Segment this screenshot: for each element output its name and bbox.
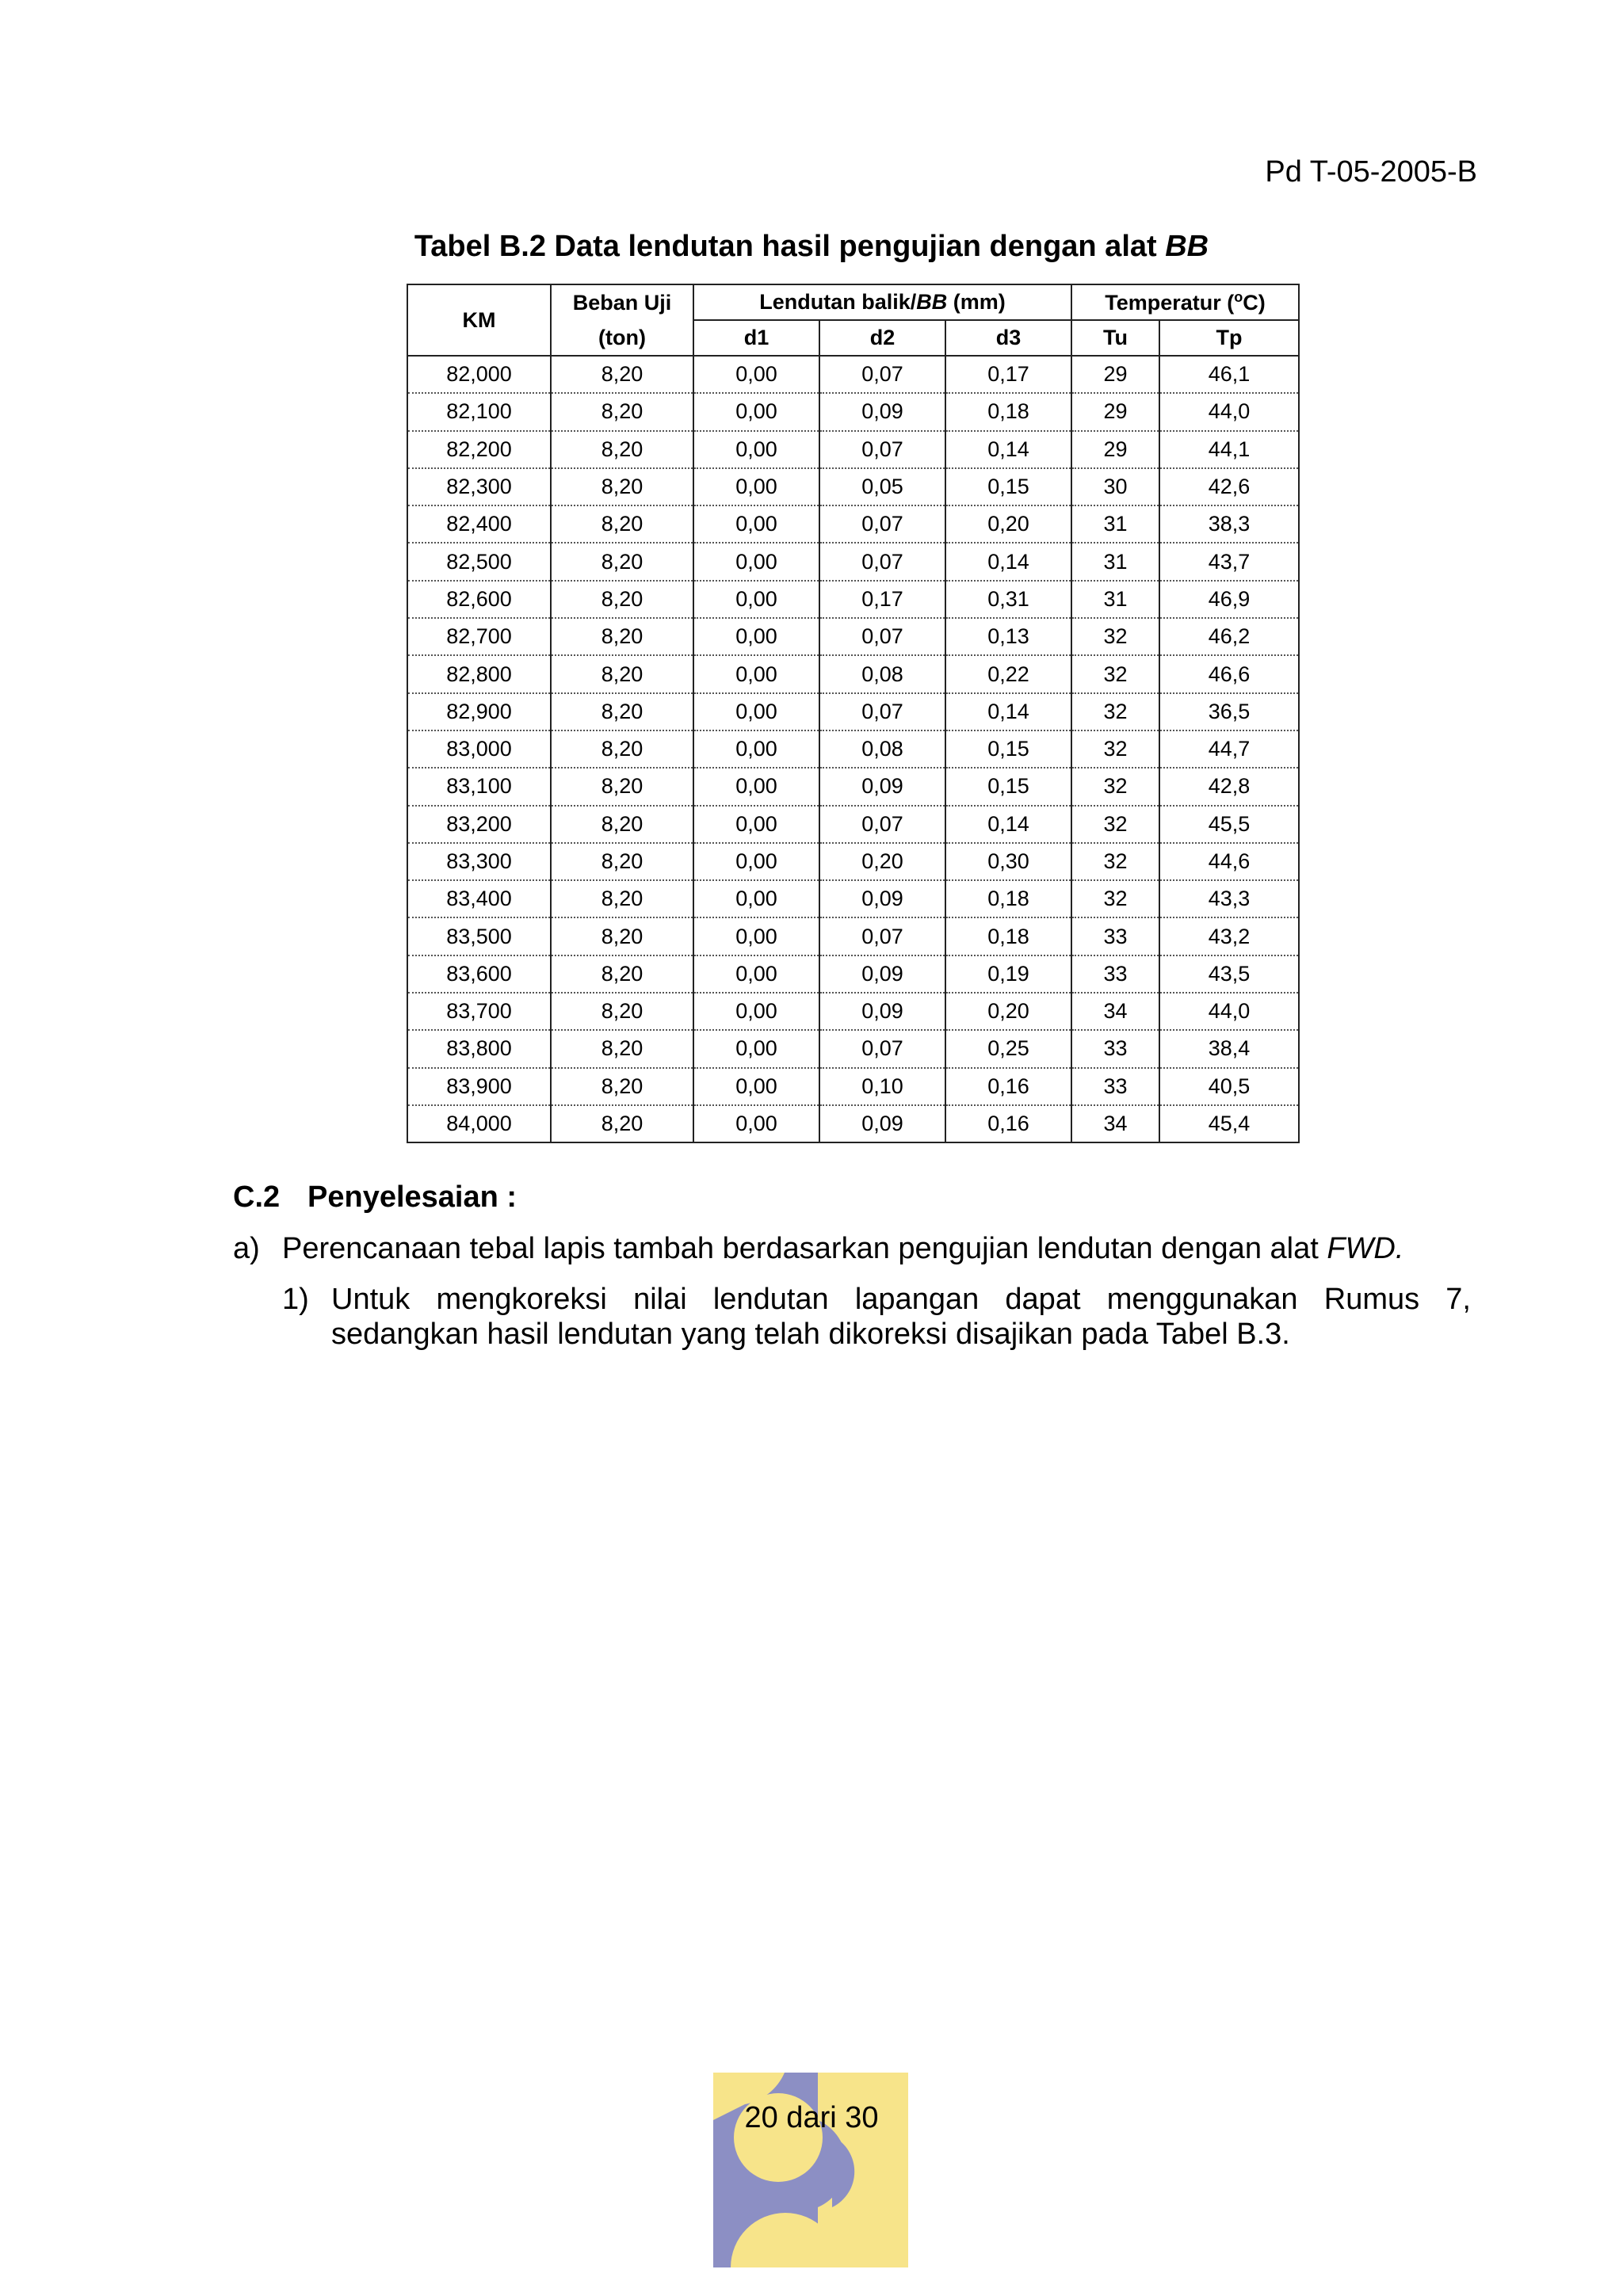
cell-d1: 0,00 (693, 993, 819, 1030)
cell-tp: 46,2 (1159, 618, 1299, 655)
header-tu: Tu (1071, 320, 1159, 356)
cell-d3: 0,25 (945, 1030, 1071, 1067)
document-code: Pd T-05-2005-B (1265, 155, 1477, 189)
cell-beban: 8,20 (551, 393, 693, 430)
table-row (407, 655, 1299, 692)
cell-d1: 0,00 (693, 581, 819, 618)
cell-d1: 0,00 (693, 1105, 819, 1142)
paragraph-a-italic: FWD. (1327, 1232, 1404, 1265)
table-row (407, 730, 1299, 768)
cell-beban: 8,20 (551, 431, 693, 468)
paragraph-a (233, 1232, 1479, 1266)
cell-tp: 43,3 (1159, 880, 1299, 917)
cell-d3: 0,14 (945, 693, 1071, 730)
cell-d3: 0,16 (945, 1105, 1071, 1142)
table-row (407, 618, 1299, 655)
cell-km: 83,300 (407, 843, 551, 880)
cell-d3: 0,17 (945, 356, 1071, 393)
cell-tp: 46,6 (1159, 655, 1299, 692)
table-title (0, 230, 1623, 264)
cell-tu: 30 (1071, 468, 1159, 505)
cell-km: 82,000 (407, 356, 551, 393)
cell-d2: 0,07 (819, 1030, 945, 1067)
cell-km: 83,600 (407, 955, 551, 993)
cell-tp: 44,1 (1159, 431, 1299, 468)
section-title: Penyelesaian : (307, 1180, 517, 1214)
table-row (407, 955, 1299, 993)
table-row (407, 581, 1299, 618)
cell-beban: 8,20 (551, 356, 693, 393)
cell-d2: 0,20 (819, 843, 945, 880)
cell-d2: 0,17 (819, 581, 945, 618)
cell-tu: 33 (1071, 1068, 1159, 1105)
cell-beban: 8,20 (551, 618, 693, 655)
cell-beban: 8,20 (551, 505, 693, 543)
cell-km: 84,000 (407, 1105, 551, 1142)
page-number: 20 dari 30 (744, 2101, 879, 2134)
header-d1: d1 (693, 320, 819, 356)
cell-beban: 8,20 (551, 730, 693, 768)
section-number: C.2 (233, 1180, 281, 1214)
cell-d1: 0,00 (693, 1030, 819, 1067)
cell-tp: 46,9 (1159, 581, 1299, 618)
cell-d3: 0,18 (945, 393, 1071, 430)
table-row (407, 468, 1299, 505)
cell-tp: 45,5 (1159, 806, 1299, 843)
cell-d2: 0,07 (819, 543, 945, 580)
cell-tp: 42,8 (1159, 768, 1299, 805)
cell-d3: 0,31 (945, 581, 1071, 618)
paragraph-1 (282, 1282, 1471, 1352)
header-ton: (ton) (551, 320, 693, 356)
table-row (407, 768, 1299, 805)
table-row (407, 505, 1299, 543)
cell-tu: 32 (1071, 768, 1159, 805)
cell-d3: 0,14 (945, 543, 1071, 580)
header-lendutan-italic: BB (916, 290, 948, 314)
table-row (407, 1068, 1299, 1105)
table-row (407, 431, 1299, 468)
cell-beban: 8,20 (551, 917, 693, 955)
cell-d3: 0,15 (945, 730, 1071, 768)
header-km: KM (407, 284, 551, 356)
cell-d3: 0,13 (945, 618, 1071, 655)
cell-tp: 43,7 (1159, 543, 1299, 580)
cell-d1: 0,00 (693, 768, 819, 805)
cell-km: 82,900 (407, 693, 551, 730)
table-row (407, 880, 1299, 917)
cell-d1: 0,00 (693, 356, 819, 393)
cell-km: 82,300 (407, 468, 551, 505)
cell-d3: 0,15 (945, 468, 1071, 505)
cell-beban: 8,20 (551, 655, 693, 692)
paragraph-a-text: Perencanaan tebal lapis tambah berdasarkan pengujian lendutan dengan alat (282, 1232, 1327, 1265)
cell-d1: 0,00 (693, 618, 819, 655)
header-temperatur (1071, 284, 1299, 320)
cell-d2: 0,09 (819, 993, 945, 1030)
paragraph-a-label: a) (233, 1232, 260, 1265)
table-row (407, 993, 1299, 1030)
deflection-table (407, 284, 1300, 1143)
cell-d2: 0,09 (819, 393, 945, 430)
cell-km: 83,700 (407, 993, 551, 1030)
cell-km: 82,200 (407, 431, 551, 468)
cell-tu: 29 (1071, 431, 1159, 468)
cell-tp: 44,6 (1159, 843, 1299, 880)
cell-d1: 0,00 (693, 468, 819, 505)
cell-d2: 0,07 (819, 505, 945, 543)
cell-tu: 32 (1071, 880, 1159, 917)
cell-d1: 0,00 (693, 655, 819, 692)
table-row (407, 1030, 1299, 1067)
cell-beban: 8,20 (551, 955, 693, 993)
cell-d2: 0,08 (819, 730, 945, 768)
cell-d3: 0,14 (945, 431, 1071, 468)
cell-km: 83,800 (407, 1030, 551, 1067)
cell-tp: 42,6 (1159, 468, 1299, 505)
cell-d1: 0,00 (693, 730, 819, 768)
table-row (407, 843, 1299, 880)
cell-d3: 0,20 (945, 993, 1071, 1030)
cell-km: 82,100 (407, 393, 551, 430)
cell-d2: 0,07 (819, 356, 945, 393)
header-tp: Tp (1159, 320, 1299, 356)
cell-tu: 33 (1071, 917, 1159, 955)
cell-d2: 0,05 (819, 468, 945, 505)
cell-beban: 8,20 (551, 1030, 693, 1067)
cell-beban: 8,20 (551, 880, 693, 917)
cell-tp: 40,5 (1159, 1068, 1299, 1105)
cell-km: 83,100 (407, 768, 551, 805)
cell-tp: 45,4 (1159, 1105, 1299, 1142)
cell-d3: 0,30 (945, 843, 1071, 880)
cell-d2: 0,07 (819, 693, 945, 730)
cell-d1: 0,00 (693, 806, 819, 843)
cell-d2: 0,07 (819, 917, 945, 955)
cell-km: 83,200 (407, 806, 551, 843)
table-row (407, 356, 1299, 393)
header-beban-uji: Beban Uji (551, 284, 693, 320)
cell-km: 82,500 (407, 543, 551, 580)
header-lendutan (693, 284, 1071, 320)
cell-tp: 43,2 (1159, 917, 1299, 955)
table-title-text: Tabel B.2 Data lendutan hasil pengujian dengan alat (414, 230, 1166, 263)
cell-tu: 32 (1071, 843, 1159, 880)
cell-km: 82,800 (407, 655, 551, 692)
cell-d1: 0,00 (693, 505, 819, 543)
header-temperatur-prefix: Temperatur ( (1105, 291, 1235, 315)
cell-d1: 0,00 (693, 843, 819, 880)
cell-d3: 0,15 (945, 768, 1071, 805)
cell-d1: 0,00 (693, 393, 819, 430)
table-row (407, 393, 1299, 430)
cell-km: 83,500 (407, 917, 551, 955)
cell-tu: 29 (1071, 393, 1159, 430)
cell-tp: 44,7 (1159, 730, 1299, 768)
cell-tu: 32 (1071, 655, 1159, 692)
cell-tu: 32 (1071, 730, 1159, 768)
table-row (407, 1105, 1299, 1142)
cell-km: 82,600 (407, 581, 551, 618)
header-temperatur-suffix: C) (1243, 291, 1266, 315)
cell-d1: 0,00 (693, 431, 819, 468)
cell-tp: 36,5 (1159, 693, 1299, 730)
cell-tp: 44,0 (1159, 993, 1299, 1030)
cell-d3: 0,19 (945, 955, 1071, 993)
cell-beban: 8,20 (551, 468, 693, 505)
table-row (407, 543, 1299, 580)
cell-beban: 8,20 (551, 806, 693, 843)
cell-tu: 32 (1071, 693, 1159, 730)
table-body (407, 356, 1299, 1142)
cell-d1: 0,00 (693, 1068, 819, 1105)
cell-tp: 38,3 (1159, 505, 1299, 543)
cell-d2: 0,09 (819, 768, 945, 805)
cell-beban: 8,20 (551, 1068, 693, 1105)
cell-km: 82,400 (407, 505, 551, 543)
cell-d2: 0,10 (819, 1068, 945, 1105)
cell-tu: 32 (1071, 618, 1159, 655)
cell-beban: 8,20 (551, 693, 693, 730)
cell-d2: 0,09 (819, 955, 945, 993)
cell-tp: 44,0 (1159, 393, 1299, 430)
cell-beban: 8,20 (551, 768, 693, 805)
cell-tp: 46,1 (1159, 356, 1299, 393)
cell-km: 83,400 (407, 880, 551, 917)
cell-d3: 0,22 (945, 655, 1071, 692)
cell-beban: 8,20 (551, 1105, 693, 1142)
cell-km: 83,000 (407, 730, 551, 768)
cell-d2: 0,07 (819, 618, 945, 655)
table-title-italic: BB (1165, 230, 1209, 263)
cell-d3: 0,16 (945, 1068, 1071, 1105)
paragraph-1-text: Untuk mengkoreksi nilai lendutan lapangan dapat menggunakan Rumus 7, sedangkan hasil lendutan yang telah dikoreksi disajikan pada Tabel B.3. (331, 1283, 1471, 1351)
cell-d2: 0,09 (819, 880, 945, 917)
section-heading (233, 1180, 517, 1215)
header-d2: d2 (819, 320, 945, 356)
table-row (407, 806, 1299, 843)
table-row (407, 693, 1299, 730)
cell-km: 82,700 (407, 618, 551, 655)
cell-d1: 0,00 (693, 880, 819, 917)
cell-beban: 8,20 (551, 993, 693, 1030)
cell-d3: 0,18 (945, 880, 1071, 917)
cell-tu: 31 (1071, 505, 1159, 543)
cell-tu: 34 (1071, 1105, 1159, 1142)
header-temperatur-sup: o (1234, 289, 1243, 305)
cell-d2: 0,07 (819, 431, 945, 468)
cell-d1: 0,00 (693, 543, 819, 580)
cell-tu: 33 (1071, 1030, 1159, 1067)
cell-d2: 0,09 (819, 1105, 945, 1142)
cell-beban: 8,20 (551, 581, 693, 618)
cell-tu: 31 (1071, 543, 1159, 580)
cell-d1: 0,00 (693, 693, 819, 730)
cell-tu: 33 (1071, 955, 1159, 993)
cell-tu: 29 (1071, 356, 1159, 393)
cell-beban: 8,20 (551, 843, 693, 880)
paragraph-1-label: 1) (282, 1283, 309, 1316)
table-row (407, 917, 1299, 955)
cell-beban: 8,20 (551, 543, 693, 580)
cell-d3: 0,18 (945, 917, 1071, 955)
cell-d1: 0,00 (693, 955, 819, 993)
cell-d2: 0,07 (819, 806, 945, 843)
cell-tu: 32 (1071, 806, 1159, 843)
header-lendutan-suffix: (mm) (947, 290, 1006, 314)
cell-tu: 34 (1071, 993, 1159, 1030)
cell-tp: 38,4 (1159, 1030, 1299, 1067)
cell-d2: 0,08 (819, 655, 945, 692)
header-d3: d3 (945, 320, 1071, 356)
header-lendutan-prefix: Lendutan balik/ (759, 290, 917, 314)
cell-d1: 0,00 (693, 917, 819, 955)
cell-d3: 0,14 (945, 806, 1071, 843)
cell-tp: 43,5 (1159, 955, 1299, 993)
cell-d3: 0,20 (945, 505, 1071, 543)
cell-tu: 31 (1071, 581, 1159, 618)
cell-km: 83,900 (407, 1068, 551, 1105)
